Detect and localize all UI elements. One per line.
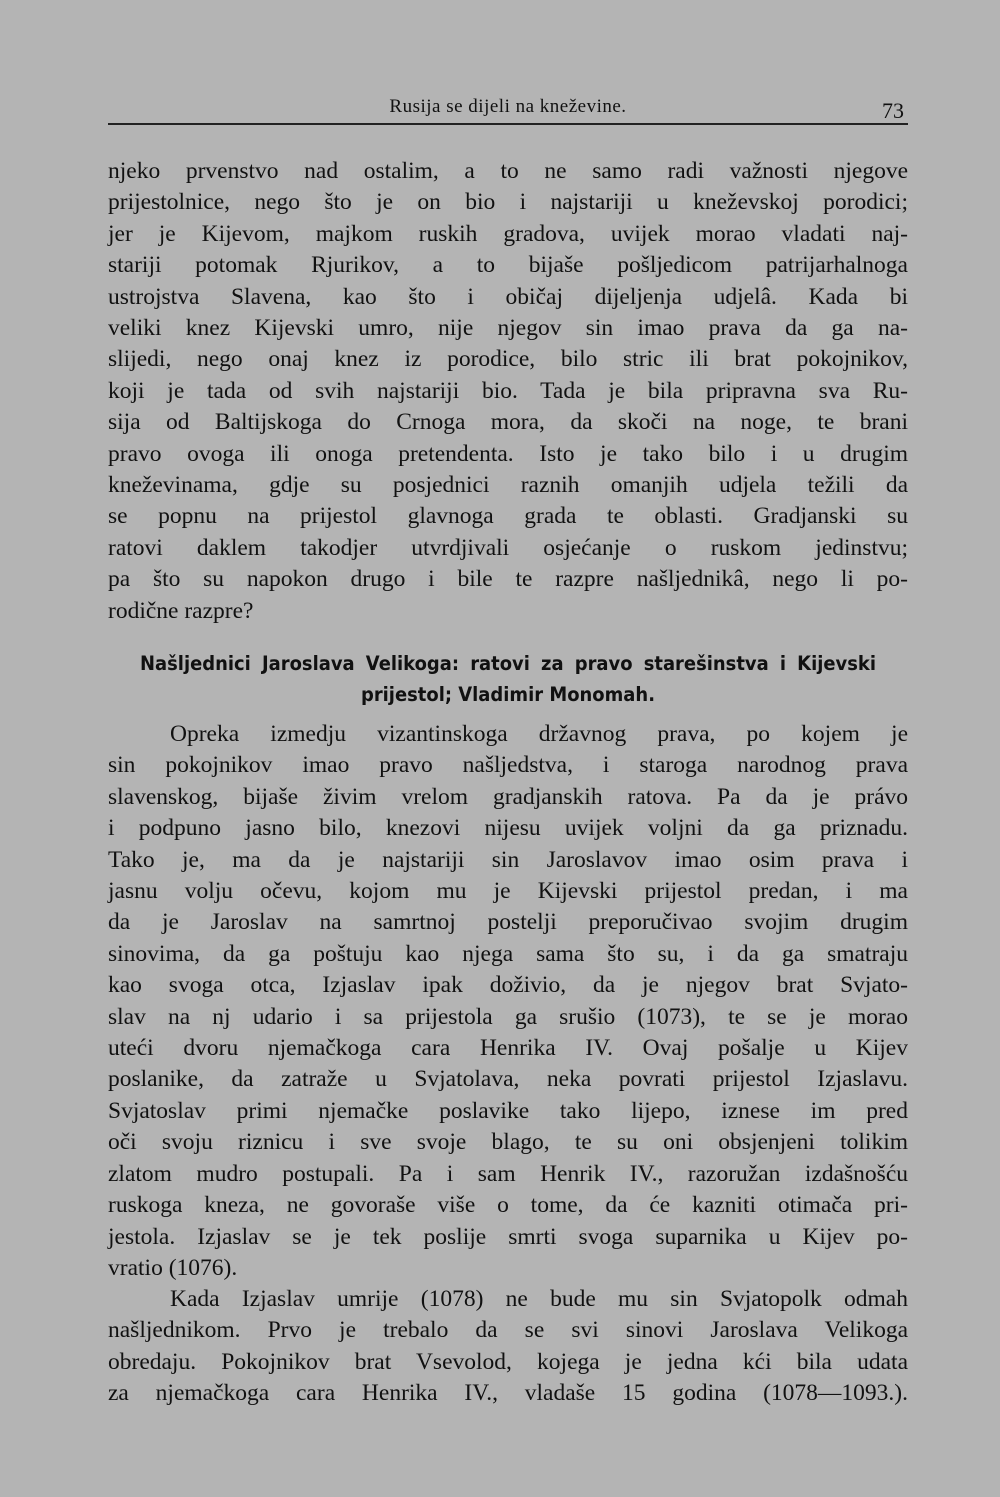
text-line: slav na nj udario i sa prijestola ga srušio (1073), te se je morao [108, 1003, 908, 1030]
text-line: jasnu volju očevu, kojom mu je Kijevski prijestol predan, i ma [108, 878, 908, 905]
text-line: ruskoga kneza, ne govoraše više o tome, da će kazniti otimača pri- [108, 1192, 908, 1219]
text-line: sija od Baltijskoga do Crnoga mora, da skoči na noge, te brani [108, 409, 908, 436]
text-line: sin pokojnikov imao pravo našljedstva, i staroga narodnog prava [108, 752, 908, 779]
paragraph-3 [108, 1284, 908, 1410]
text-line: poslanike, da zatraže u Svjatolava, neka povrati prijestol Izjaslavu. [108, 1066, 908, 1093]
text-line: jer je Kijevom, majkom ruskih gradova, uvijek morao vladati naj- [108, 220, 908, 247]
text-line: pravo ovoga ili onoga pretendenta. Isto je tako bilo i u drugim [108, 440, 908, 467]
text-line: Svjatoslav primi njemačke poslavike tako lijepo, iznese im pred [108, 1097, 908, 1124]
text-line: našljednikom. Prvo je trebalo da se svi sinovi Jaroslava Velikoga [108, 1317, 908, 1344]
text-line: slijedi, nego onaj knez iz porodice, bilo stric ili brat pokojnikov, [108, 346, 908, 373]
text-line: ratovi daklem takodjer utvrdjivali osjećanje o ruskom jedinstvu; [108, 534, 908, 561]
text-line: veliki knez Kijevski umro, nije njegov sin imao prava da ga na- [108, 315, 908, 342]
text-line: koji je tada od svih najstariji bio. Tada je bila pripravna sva Ru- [108, 377, 908, 404]
page-number: 73 [882, 98, 904, 123]
text-line: njeko prvenstvo nad ostalim, a to ne samo radi važnosti njegove [108, 158, 908, 184]
paragraph-1 [108, 156, 908, 627]
text-line: slavenskog, bijaše živim vrelom gradjanskih ratova. Pa da je právo [108, 783, 908, 810]
text-line: se popnu na prijestol glavnoga grada te oblasti. Gradjanski su [108, 503, 908, 530]
text-line: kao svoga otca, Izjaslav ipak doživio, da je njegov brat Svjato- [108, 972, 908, 999]
text-line: pa što su napokon drugo i bile te razpre našljednikâ, nego li po- [108, 566, 908, 593]
heading-line: prijestol; Vladimir Monomah. [360, 683, 656, 706]
paragraph-2 [108, 719, 908, 1284]
text-line: ustrojstva Slavena, kao što i običaj dijeljenja udjelâ. Kada bi [108, 283, 908, 310]
text-line: obredaju. Pokojnikov brat Vsevolod, kojega je jedna kći bila udata [108, 1348, 908, 1375]
text-line: da je Jaroslav na samrtnoj postelji preporučivao svojim drugim [108, 909, 908, 936]
text-line: kneževinama, gdje su posjednici raznih omanjih udjela težili da [108, 472, 908, 499]
section-heading [140, 648, 876, 710]
heading-line: Našljednici Jaroslava Velikoga: ratovi za pravo starešinstva i Kijevski [140, 652, 876, 675]
text-line: zlatom mudro postupali. Pa i sam Henrik IV., razoružan izdašnošću [108, 1160, 908, 1187]
running-head [108, 96, 908, 126]
header-rule [108, 123, 908, 125]
text-line: Kada Izjaslav umrije (1078) ne bude mu sin Svjatopolk odmah [170, 1286, 908, 1312]
text-line: rodične razpre? [108, 597, 254, 624]
text-line: uteći dvoru njemačkoga cara Henrika IV. Ovaj pošalje u Kijev [108, 1035, 908, 1062]
text-line: sinovima, da ga poštuju kao njega sama što su, i da ga smatraju [108, 940, 908, 967]
text-line: Tako je, ma da je najstariji sin Jaroslavov imao osim prava i [108, 846, 908, 873]
text-line: i podpuno jasno bilo, knezovi nijesu uvijek voljni da ga priznadu. [108, 815, 908, 842]
running-title: Rusija se dijeli na kneževine. [389, 96, 627, 117]
text-line: oči svoju riznicu i sve svoje blago, te su oni obsjenjeni tolikim [108, 1129, 908, 1156]
text-line: prijestolnice, nego što je on bio i najstariji u kneževskoj porodici; [108, 189, 908, 216]
text-line: vratio (1076). [108, 1254, 238, 1281]
text-line: Opreka izmedju vizantinskoga državnog prava, po kojem je [170, 721, 908, 747]
text-line: jestola. Izjaslav se je tek poslije smrti svoga suparnika u Kijev po- [108, 1223, 908, 1250]
text-line: za njemačkoga cara Henrika IV., vladaše 15 godina (1078—1093.). [108, 1380, 908, 1407]
text-line: stariji potomak Rjurikov, a to bijaše pošljedicom patrijarhalnoga [108, 252, 908, 279]
